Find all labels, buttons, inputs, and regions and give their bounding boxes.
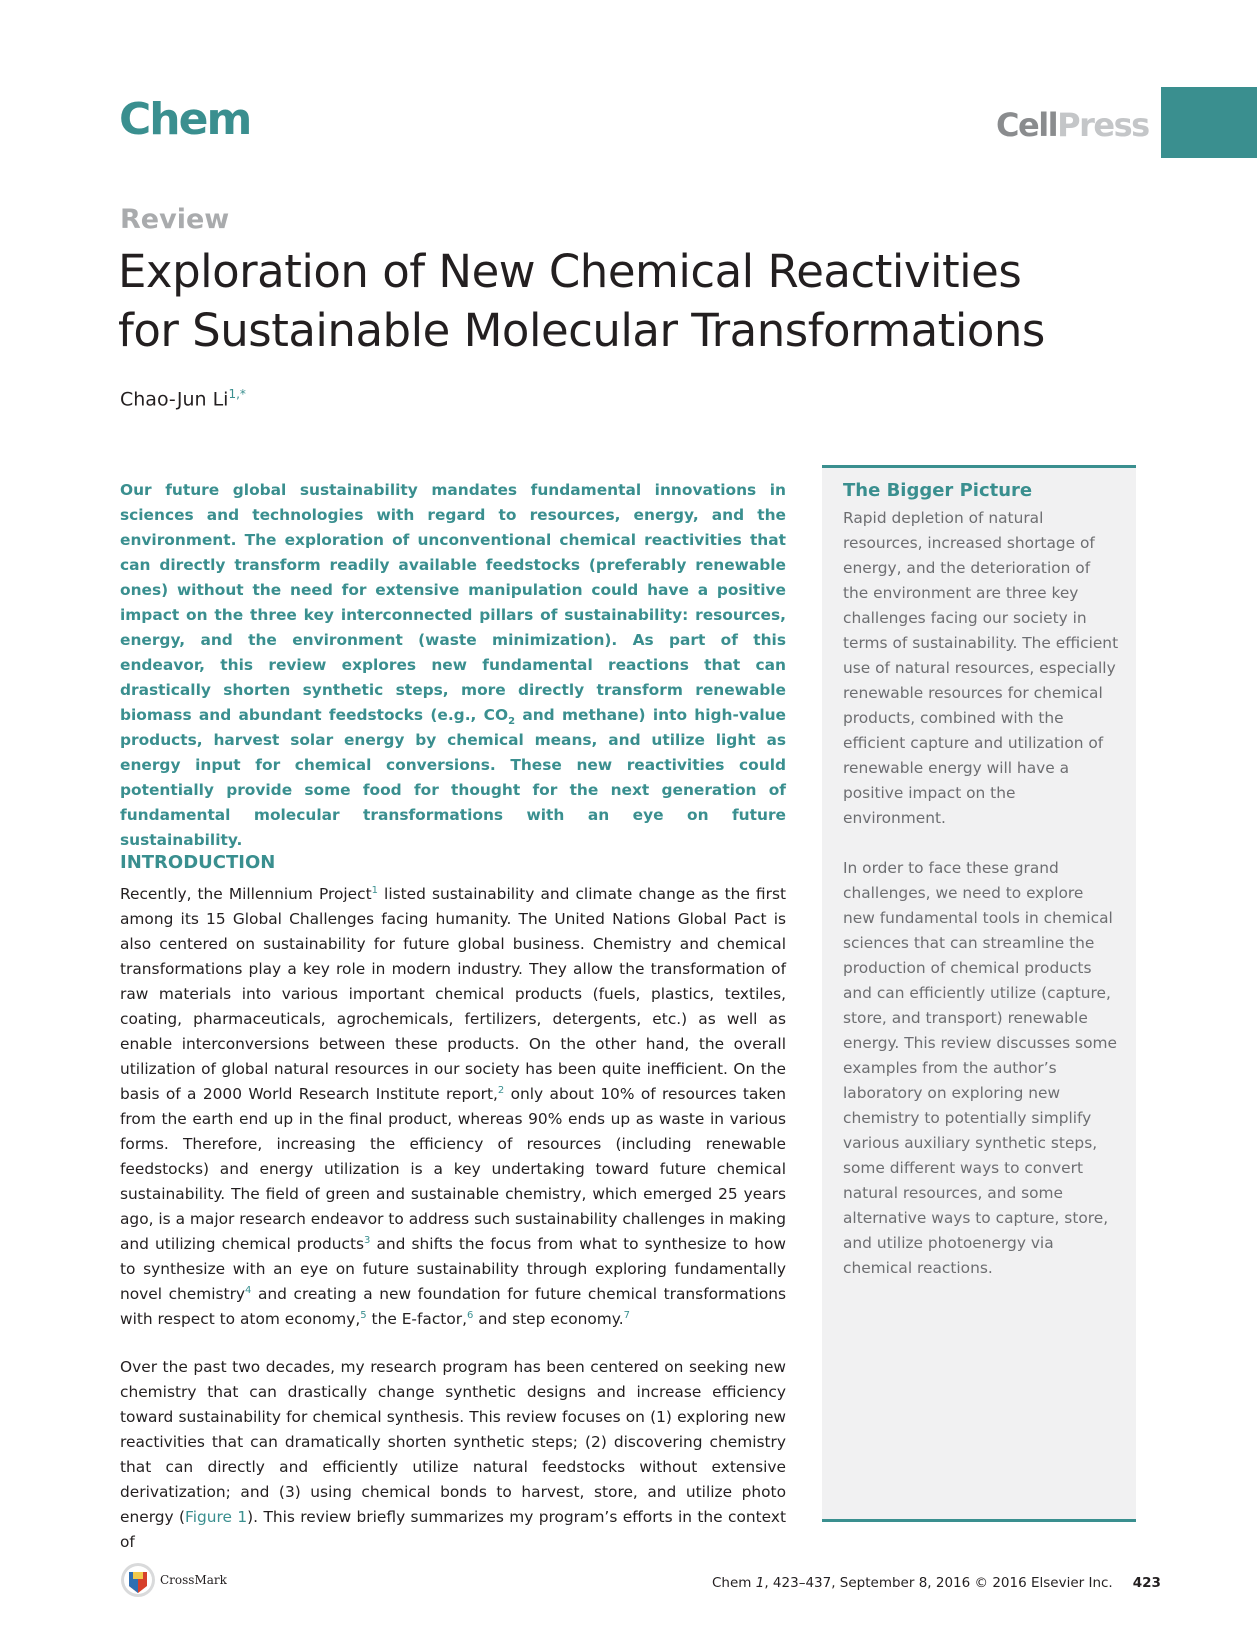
abstract-text-2: and methane) into high-value products, harvest solar energy by chemical means, and utilize light as energy input for chemical conversions. These new reactivities could potentially provide some food for thought for the next generation of fundamental molecular transformations with an eye on future sustainability. [120,706,786,849]
citation-details: , 423–437, September 8, 2016 © 2016 Elsevier Inc. [764,1575,1113,1591]
reference-link[interactable]: 3 [364,1234,371,1246]
intro-text: and step economy. [473,1310,624,1328]
figure-link[interactable]: Figure 1 [185,1508,248,1526]
citation-journal: Chem [712,1575,752,1591]
bigger-picture-sidebar [822,465,1136,1522]
reference-link[interactable]: 7 [623,1309,630,1321]
article-title-line2: for Sustainable Molecular Transformations [118,304,1045,357]
author-name[interactable]: Chao-Jun Li [120,388,229,411]
abstract [120,478,786,853]
reference-link[interactable]: 6 [466,1309,474,1321]
article-title-line1: Exploration of New Chemical Reactivities [118,245,1022,298]
publisher-logo-cell: Cell [996,106,1058,144]
crossmark-label: CrossMark [160,1573,227,1587]
intro-text: the E-factor, [366,1310,467,1328]
article-type-label: Review [120,204,230,235]
page-number: 423 [1132,1575,1161,1591]
publisher-logo [996,106,1149,144]
intro-text: and creating a new foundation for future chemical transformations with respect to atom economy, [120,1285,787,1328]
crossmark-badge[interactable] [120,1562,227,1598]
abstract-text-1: Our future global sustainability mandates fundamental innovations in sciences and technologies with regard to resources, energy, and the environment. The exploration of unconventional chemical reactivities that can directly transform readily available feedstocks (preferably renewable ones) without the need for extensive manipulation could have a positive impact on the three key interconnected pillars of sustainability: resources, energy, and the environment (waste minimization). As part of this endeavor, this review explores new fundamental reactions that can drastically shorten synthetic steps, more directly transform renewable biomass and abundant feedstocks (e.g., CO [120,481,786,724]
author-affiliation-marker[interactable]: 1,* [228,387,246,401]
intro-text: listed sustainability and climate change as the first among its 15 Global Challenges facing humanity. The United Nations Global Pact is also centered on sustainability for future global business. Chemistry and chemical transformations play a key role in modern industry. They allow the transformation of raw materials into various important chemical products (fuels, plastics, textiles, coating, pharmaceuticals, agrochemicals, fertilizers, detergents, etc.) as well as enable interconversions between these products. On the other hand, the overall utilization of global natural resources in our society has been quite inefficient. On the basis of a 2000 World Research Institute report, [120,885,787,1103]
reference-link[interactable]: 2 [497,1084,505,1096]
author-line [120,387,246,410]
publisher-logo-press: Press [1057,106,1149,144]
journal-logo: Chem [119,94,251,145]
footer-citation [712,1575,1161,1591]
sidebar-paragraph-2: In order to face these grand challenges, we need to explore new fundamental tools in chemical sciences that can streamline the production of chemical products and can efficiently utilize (capture, store, and transport) renewable energy. This review discusses some examples from the author’s laboratory on exploring new chemistry to potentially simplify various auxiliary synthetic steps, some different ways to convert natural resources, and some alternative ways to capture, store, and utilize photoenergy via chemical reactions. [843,859,1117,1277]
intro-text: only about 10% of resources taken from the earth end up in the final product, whereas 90% ends up as waste in various forms. Therefore, increasing the efficiency of resources (including renewable feedstocks) and energy utilization is a key undertaking toward future chemical sustainability. The field of green and sustainable chemistry, which emerged 25 years ago, is a major research endeavor to address such sustainability challenges in making and utilizing chemical products [120,1085,786,1253]
article-title [118,242,1118,360]
reference-link[interactable]: 4 [245,1284,252,1296]
intro-text: ). This review briefly summarizes my program’s efforts in the context of [120,1508,786,1551]
reference-link[interactable]: 1 [371,884,379,896]
section-heading-introduction: INTRODUCTION [120,852,276,873]
intro-text: and shifts the focus from what to synthesize to how to synthesize with an eye on future sustainability through exploring fundamentally novel chemistry [120,1235,786,1303]
intro-text: Recently, the Millennium Project [120,885,372,903]
introduction-paragraph-1 [120,882,786,1332]
sidebar-paragraph-1: Rapid depletion of natural resources, increased shortage of energy, and the deterioration of the environment are three key challenges facing our society in terms of sustainability. The efficient use of natural resources, especially renewable resources for chemical products, combined with the efficient capture and utilization of renewable energy will have a positive impact on the environment. [843,509,1119,827]
sidebar-title: The Bigger Picture [843,480,1033,501]
citation-volume: 1 [755,1575,765,1591]
corner-color-tab [1161,87,1257,158]
introduction-paragraph-2 [120,1355,786,1555]
crossmark-icon [120,1562,156,1598]
abstract-subscript: 2 [508,716,516,728]
intro-text: Over the past two decades, my research program has been centered on seeking new chemistry that can drastically change synthetic designs and increase efficiency toward sustainability for chemical synthesis. This review focuses on (1) exploring new reactivities that can dramatically shorten synthetic steps; (2) discovering chemistry that can directly and efficiently utilize natural feedstocks without extensive derivatization; and (3) using chemical bonds to harvest, store, and utilize photo energy ( [120,1358,786,1526]
reference-link[interactable]: 5 [360,1309,367,1321]
